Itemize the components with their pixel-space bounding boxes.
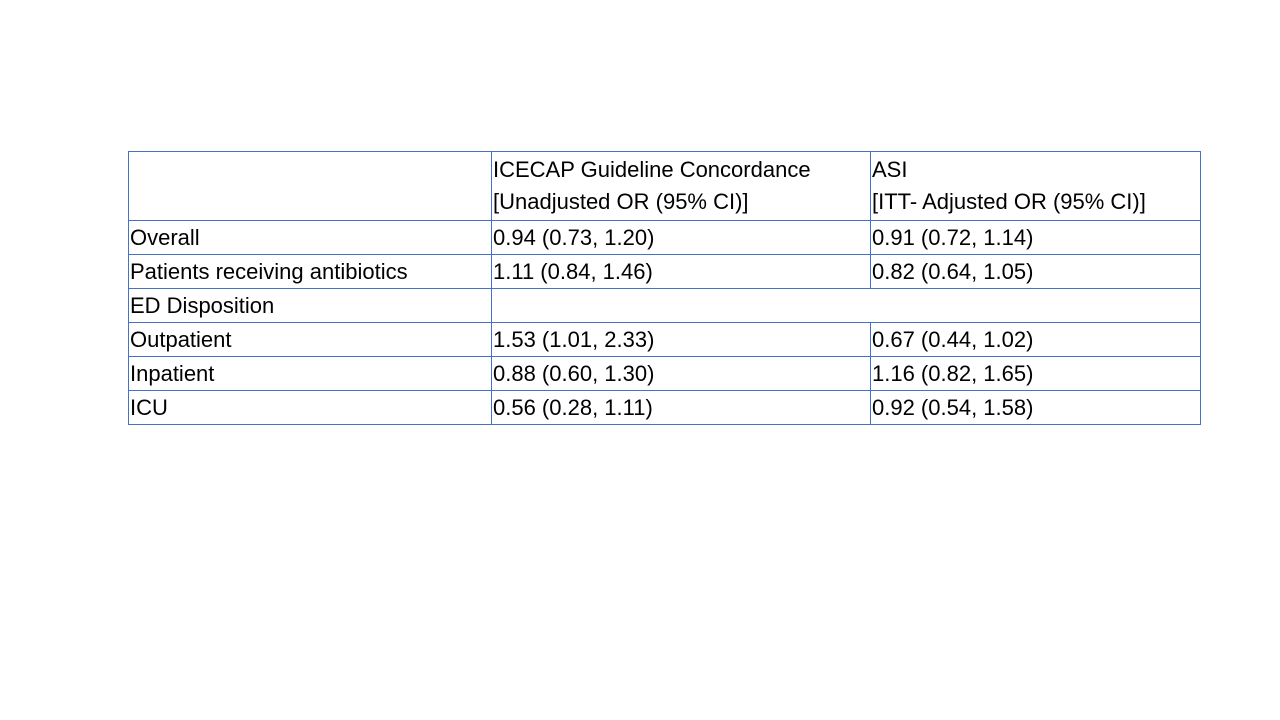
icecap-value: 1.11 (0.84, 1.46) [492, 255, 871, 289]
header-asi-title: ASI [872, 157, 908, 182]
merged-empty-cell [492, 289, 1201, 323]
results-table [128, 151, 1201, 425]
row-label: Patients receiving antibiotics [129, 255, 492, 289]
table-header-row [129, 152, 1201, 221]
table-row-icu [129, 391, 1201, 425]
table-row-overall [129, 221, 1201, 255]
asi-value: 0.67 (0.44, 1.02) [871, 323, 1201, 357]
icecap-value: 0.88 (0.60, 1.30) [492, 357, 871, 391]
row-label: ICU [129, 391, 492, 425]
table-row-inpatient [129, 357, 1201, 391]
row-label: ED Disposition [129, 289, 492, 323]
table-row-ed-disposition [129, 289, 1201, 323]
icecap-value: 0.94 (0.73, 1.20) [492, 221, 871, 255]
header-asi-cell [871, 152, 1201, 221]
row-label: Overall [129, 221, 492, 255]
asi-value: 0.92 (0.54, 1.58) [871, 391, 1201, 425]
header-icecap-title: ICECAP Guideline Concordance [493, 157, 811, 182]
row-label: Inpatient [129, 357, 492, 391]
table-row-antibiotics [129, 255, 1201, 289]
header-empty-cell [129, 152, 492, 221]
row-label: Outpatient [129, 323, 492, 357]
icecap-value: 0.56 (0.28, 1.11) [492, 391, 871, 425]
header-icecap-subtitle: [Unadjusted OR (95% CI)] [493, 189, 749, 214]
table-row-outpatient [129, 323, 1201, 357]
header-icecap-cell [492, 152, 871, 221]
asi-value: 0.82 (0.64, 1.05) [871, 255, 1201, 289]
header-asi-subtitle: [ITT- Adjusted OR (95% CI)] [872, 189, 1146, 214]
icecap-value: 1.53 (1.01, 2.33) [492, 323, 871, 357]
asi-value: 1.16 (0.82, 1.65) [871, 357, 1201, 391]
asi-value: 0.91 (0.72, 1.14) [871, 221, 1201, 255]
